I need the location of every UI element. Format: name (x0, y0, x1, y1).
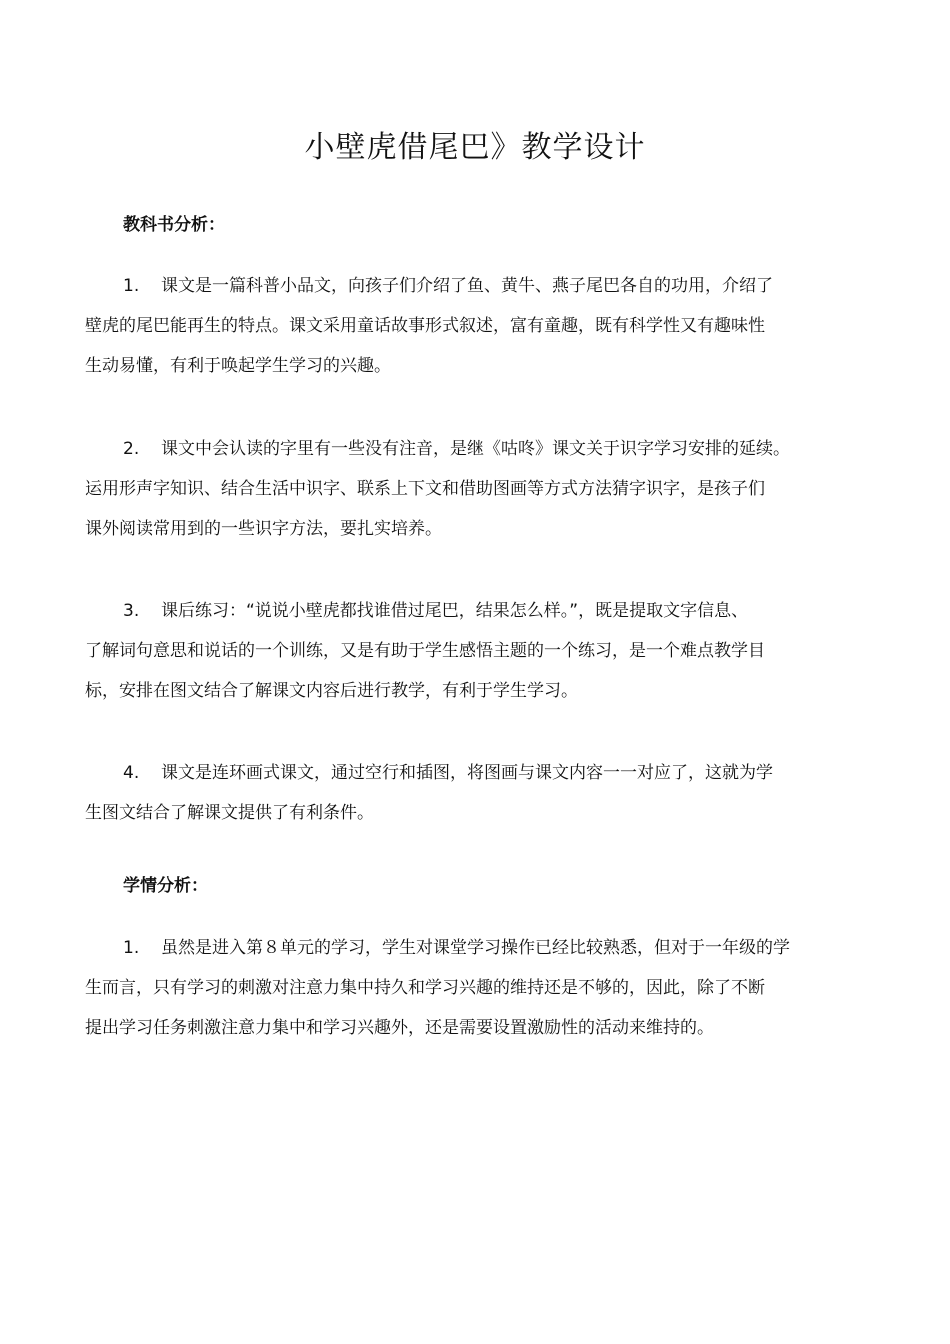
paragraph-textbook-4 (85, 753, 885, 833)
paragraph-line: 1. 虽然是进入第８单元的学习，学生对课堂学习操作已经比较熟悉，但对于一年级的学 (85, 928, 885, 968)
paragraph-line: 1. 课文是一篇科普小品文，向孩子们介绍了鱼、黄牛、燕子尾巴各自的功用，介绍了 (85, 266, 885, 306)
paragraph-line: 课外阅读常用到的一些识字方法，要扎实培养。 (85, 519, 442, 539)
paragraph-textbook-1 (85, 266, 885, 386)
paragraph-line: 生动易懂，有利于唤起学生学习的兴趣。 (85, 356, 391, 376)
document-title: 小壁虎借尾巴》教学设计 (304, 130, 646, 165)
paragraph-line: 2. 课文中会认读的字里有一些没有注音，是继《咕咚》课文关于识字学习安排的延续。 (85, 429, 885, 469)
paragraph-line: 3. 课后练习：“说说小壁虎都找谁借过尾巴，结果怎么样。”，既是提取文字信息、 (85, 591, 885, 631)
paragraph-line: 标，安排在图文结合了解课文内容后进行教学，有利于学生学习。 (85, 681, 578, 701)
item-number: 1. (123, 938, 140, 958)
paragraph-line: 提出学习任务刺激注意力集中和学习兴趣外，还是需要设置激励性的活动来维持的。 (85, 1018, 714, 1038)
item-number: 1. (123, 276, 140, 296)
item-number: 3. (123, 601, 140, 621)
item-number: 4. (123, 763, 140, 783)
paragraph-learner-1 (85, 928, 885, 1048)
paragraph-textbook-2 (85, 429, 885, 549)
paragraph-line: 4. 课文是连环画式课文，通过空行和插图，将图画与课文内容一一对应了，这就为学 (85, 753, 885, 793)
item-number: 2. (123, 439, 140, 459)
paragraph-textbook-3 (85, 591, 885, 711)
section-heading-textbook-analysis: 教科书分析： (123, 215, 225, 235)
paragraph-line: 生而言，只有学习的刺激对注意力集中持久和学习兴趣的维持还是不够的，因此，除了不断 (85, 978, 765, 998)
section-heading-learner-analysis: 学情分析： (123, 876, 208, 896)
paragraph-line: 生图文结合了解课文提供了有利条件。 (85, 803, 374, 823)
paragraph-line: 壁虎的尾巴能再生的特点。课文采用童话故事形式叙述，富有童趣，既有科学性又有趣味性 (85, 316, 765, 336)
paragraph-line: 运用形声字知识、结合生活中识字、联系上下文和借助图画等方式方法猜字识字，是孩子们 (85, 479, 765, 499)
paragraph-line: 了解词句意思和说话的一个训练，又是有助于学生感悟主题的一个练习，是一个难点教学目 (85, 641, 765, 661)
